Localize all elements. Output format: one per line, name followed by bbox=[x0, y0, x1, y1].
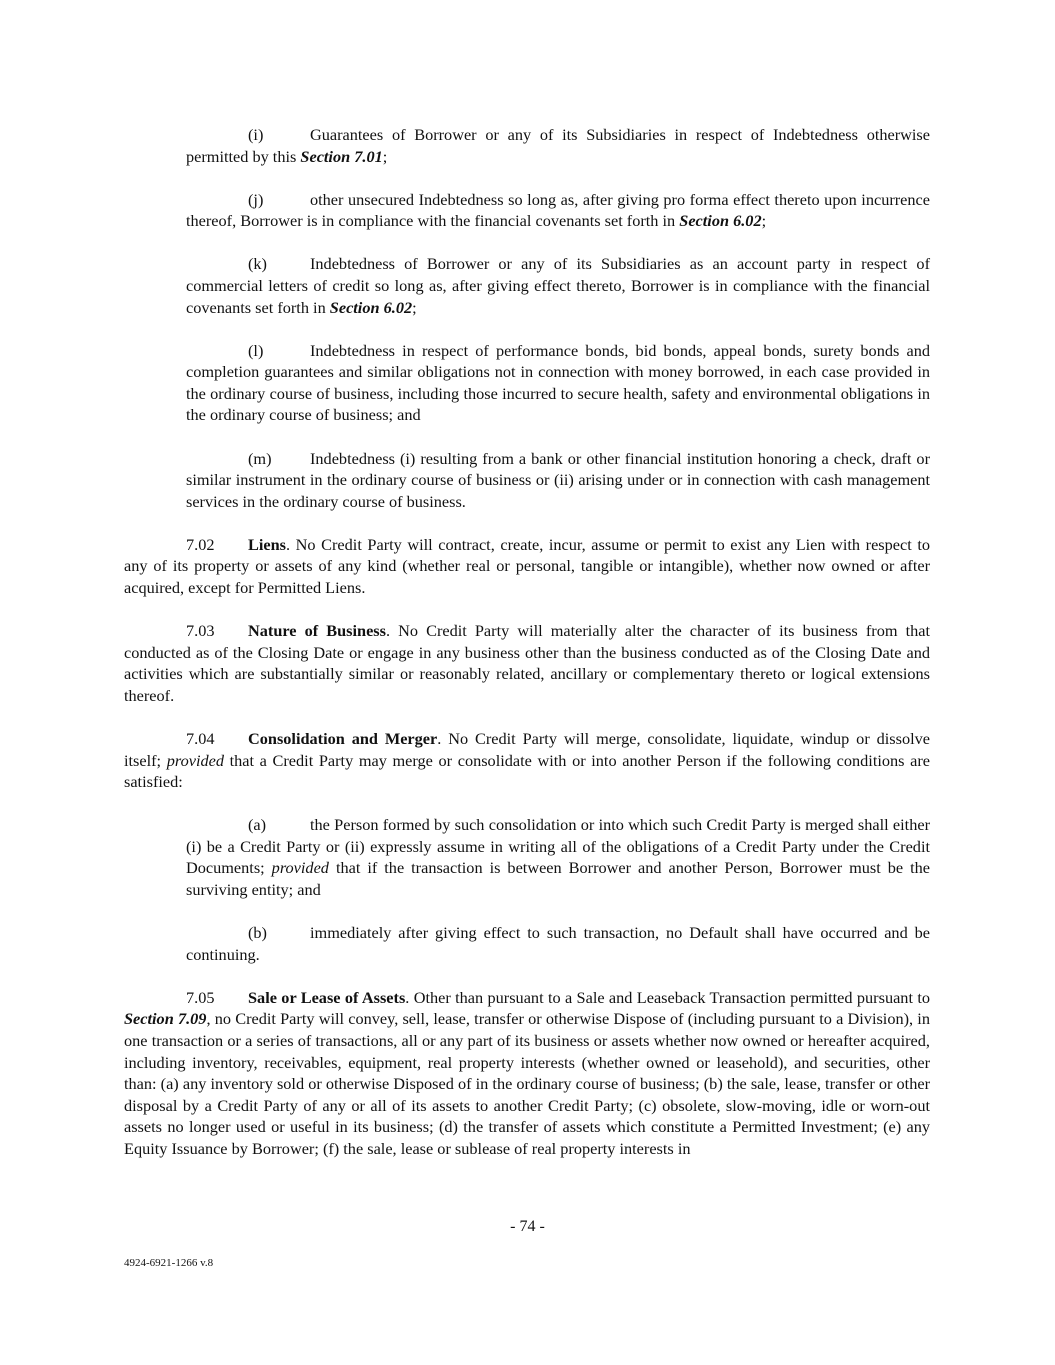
clause-text: the Person formed by such consolidation or into which such Credit Party is merged shall either (i) be a Credit Party or (ii) expressly assume in writing all of the obligations of a Credit Party under the Credit Documents; bbox=[186, 815, 930, 878]
clause-text: Indebtedness in respect of performance bonds, bid bonds, appeal bonds, surety bonds and completion guarantees and similar obligations not in connection with money borrowed, in each case provided in the ordinary course of business, including those incurred to secure health, safety and environmental obligations in the ordinary course of business; and bbox=[186, 340, 930, 425]
section-title: Liens bbox=[248, 534, 287, 554]
section-7-04 bbox=[124, 728, 930, 793]
clause-j bbox=[186, 189, 930, 232]
clause-text-end: ; bbox=[412, 297, 417, 317]
clause-label: (k) bbox=[248, 254, 267, 274]
section-number: 7.03 bbox=[186, 621, 215, 641]
section-7-02 bbox=[124, 534, 930, 599]
section-text: . Other than pursuant to a Sale and Leaseback Transaction permitted pursuant to bbox=[405, 987, 930, 1007]
section-text-end: , no Credit Party will convey, sell, lease, transfer or otherwise Dispose of (including pursuant to a Division), in one transaction or a series of transactions, all or any part of its business or assets whether now owned or hereafter acquired, including inventory, receivables, equipment, real property interests (whether owned or leasehold), and securities, other than: (a) any inventory sold or otherwise Disposed of in the ordinary course of business; (b) the sale, lease, transfer or other disposal by a Credit Party of any or all of its assets to another Credit Party; (c) obsolete, slow-moving, idle or worn-out assets no longer used or useful in its business; (d) the transfer of assets which constitute a Permitted Investment; (e) any Equity Issuance by Borrower; (f) the sale, lease or sublease of real property interests in bbox=[124, 1009, 930, 1158]
clause-l bbox=[186, 340, 930, 426]
clause-label: (m) bbox=[248, 448, 272, 468]
section-7-03 bbox=[124, 620, 930, 706]
section-title: Nature of Business bbox=[248, 621, 386, 641]
clause-label: (a) bbox=[248, 815, 267, 835]
section-reference: Section 6.02 bbox=[329, 297, 413, 317]
clause-k bbox=[186, 253, 930, 318]
section-text: . No Credit Party will merge, consolidate, liquidate, windup or dissolve itself; bbox=[124, 728, 930, 770]
page-number: - 74 - bbox=[510, 1218, 545, 1235]
section-reference: Section 7.09 bbox=[124, 1009, 207, 1029]
clause-label: (i) bbox=[248, 125, 264, 144]
clause-i bbox=[186, 124, 930, 167]
clause-text-end: ; bbox=[761, 211, 767, 231]
section-text: . No Credit Party will contract, create, incur, assume or permit to exist any Lien with respect to any of its property or assets of any kind (whether real or personal, tangible or intangible), whether now owned or after acquired, except for Permitted Liens. bbox=[124, 534, 930, 597]
clause-text: other unsecured Indebtedness so long as, after giving pro forma effect thereto upon incurrence thereof, Borrower is in compliance with the financial covenants set forth in bbox=[186, 189, 930, 231]
clause-text-end: ; bbox=[382, 146, 388, 166]
page-content bbox=[124, 124, 930, 1181]
section-reference: Section 7.01 bbox=[300, 146, 383, 166]
italic-term: provided bbox=[166, 750, 224, 770]
section-number: 7.05 bbox=[186, 987, 215, 1007]
clause-text: Indebtedness (i) resulting from a bank or other financial institution honoring a check, draft or similar instrument in the ordinary course of business or (ii) arising under or in connection with cash management services in the ordinary course of business. bbox=[186, 448, 930, 511]
clause-label: (l) bbox=[248, 340, 264, 360]
clause-text: Indebtedness of Borrower or any of its Subsidiaries as an account party in respect of commercial letters of credit so long as, after giving effect thereto, Borrower is in compliance with the financial covenants set forth in bbox=[186, 254, 930, 317]
condition-b bbox=[186, 922, 930, 965]
clause-text: Guarantees of Borrower or any of its Subsidiaries in respect of Indebtedness otherwise permitted by this bbox=[186, 125, 930, 166]
clause-label: (j) bbox=[248, 189, 264, 209]
clause-text: immediately after giving effect to such transaction, no Default shall have occurred and be continuing. bbox=[186, 923, 930, 964]
italic-term: provided bbox=[271, 858, 329, 878]
condition-a bbox=[186, 814, 930, 900]
section-number: 7.04 bbox=[186, 728, 215, 748]
section-title: Consolidation and Merger bbox=[248, 728, 438, 748]
section-title: Sale or Lease of Assets bbox=[248, 987, 406, 1007]
section-reference: Section 6.02 bbox=[679, 211, 762, 231]
clause-text-end: that if the transaction is between Borrower and another Person, Borrower must be the surviving entity; and bbox=[186, 858, 931, 900]
section-text: . No Credit Party will materially alter the character of its business from that conducted as of the Closing Date or engage in any business other than the business conducted as of the Closing Date and activities which are substantially similar or reasonably related, ancillary or complementary thereto or logical extensions thereof. bbox=[124, 621, 930, 705]
section-text-end: that a Credit Party may merge or consolidate with or into another Person if the following conditions are satisfied: bbox=[124, 750, 930, 792]
document-id: 4924-6921-1266 v.8 bbox=[124, 1257, 214, 1269]
section-number: 7.02 bbox=[186, 534, 215, 554]
clause-label: (b) bbox=[248, 923, 267, 943]
section-7-05 bbox=[124, 987, 930, 1160]
clause-m bbox=[186, 448, 930, 513]
